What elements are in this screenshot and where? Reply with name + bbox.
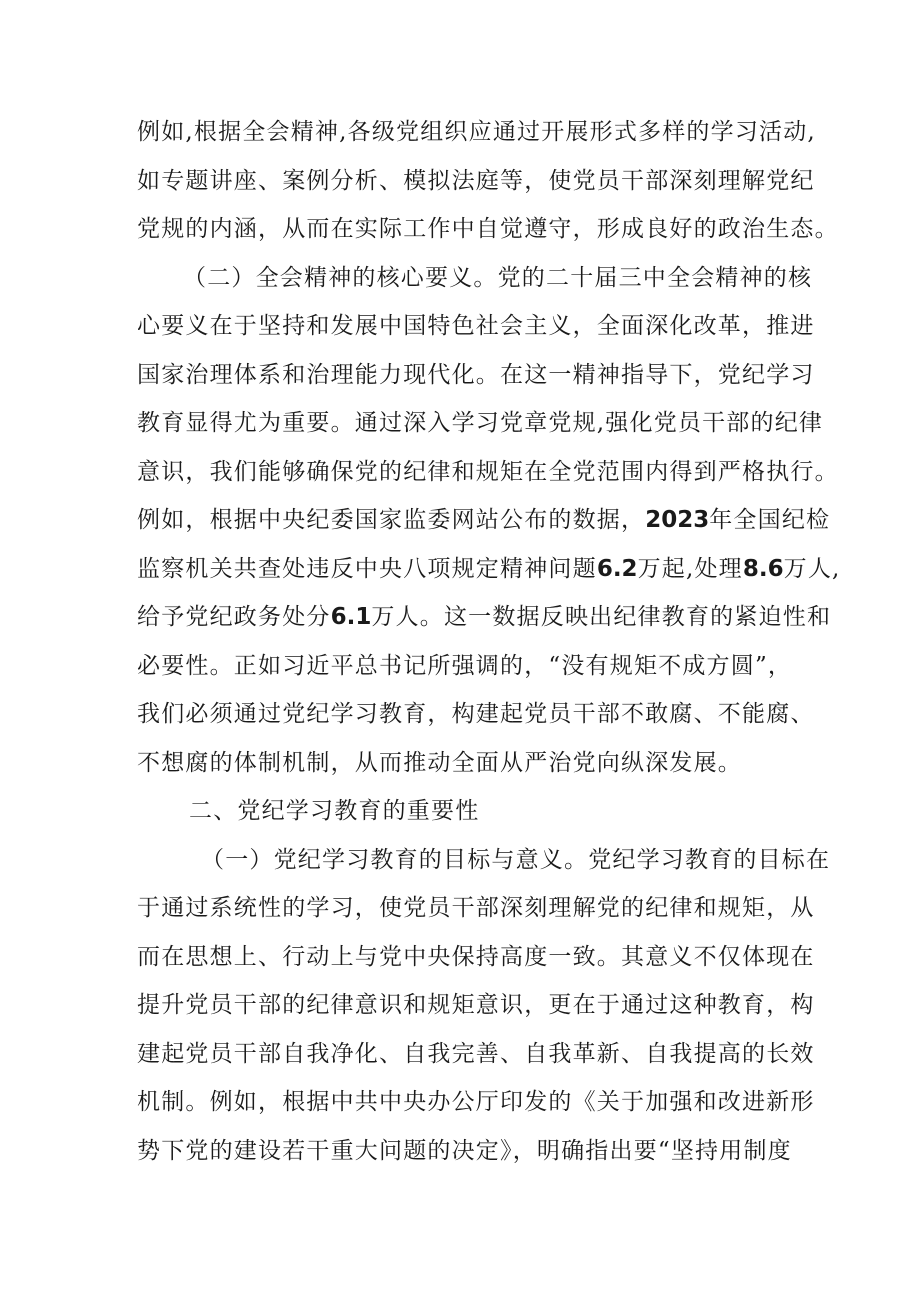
text-run: 给予党纪政务处分 bbox=[137, 604, 331, 630]
paragraph-2-line-3: 国家治理体系和治理能力现代化。在这一精神指导下，党纪学习 bbox=[137, 361, 815, 388]
paragraph-3-line-2: 于通过系统性的学习，使党员干部深刻理解党的纪律和规矩，从 bbox=[137, 895, 815, 921]
paragraph-2-line-8 bbox=[137, 593, 832, 642]
paragraph-3-line-5: 建起党员干部自我净化、自我完善、自我革新、自我提高的长效 bbox=[137, 1040, 815, 1067]
paragraph-1-line-3: 党规的内涵，从而在实际工作中自觉遵守，形成良好的政治生态。 bbox=[137, 216, 839, 242]
paragraph-3-line-3: 而在思想上、行动上与党中央保持高度一致。其意义不仅体现在 bbox=[137, 943, 815, 970]
text-run: 万起,处理 bbox=[637, 555, 743, 582]
paragraph-2-line-2: 心要义在于坚持和发展中国特色社会主义，全面深化改革，推进 bbox=[137, 313, 815, 339]
document-body bbox=[137, 108, 841, 1175]
paragraph-2-line-7 bbox=[137, 545, 841, 594]
paragraph-3-line-4: 提升党员干部的纪律意识和规矩意识，更在于通过这种教育，构 bbox=[137, 992, 815, 1018]
text-run: 年全国纪检 bbox=[709, 507, 831, 533]
paragraph-2-line-6 bbox=[137, 496, 831, 545]
paragraph-2-line-10: 我们必须通过党纪学习教育，构建起党员干部不敢腐、不能腐、 bbox=[137, 701, 815, 727]
paragraph-3-line-6: 机制。例如，根据中共中央办公厅印发的《关于加强和改进新形 bbox=[137, 1089, 815, 1115]
text-run: 监察机关共查处违反中央八项规定精神问题 bbox=[137, 555, 597, 582]
number-punished: 6.1 bbox=[330, 604, 372, 630]
paragraph-1-line-2: 如专题讲座、案例分析、模拟法庭等，使党员干部深刻理解党纪 bbox=[137, 167, 815, 194]
number-cases: 6.2 bbox=[596, 555, 638, 582]
number-people: 8.6 bbox=[742, 555, 784, 582]
number-year: 2023 bbox=[645, 507, 710, 533]
paragraph-2-line-11: 不想腐的体制机制，从而推动全面从严治党向纵深发展。 bbox=[137, 749, 742, 776]
paragraph-1-line-1: 例如,根据全会精神,各级党组织应通过开展形式多样的学习活动, bbox=[137, 119, 816, 145]
paragraph-3-line-1: （一）党纪学习教育的目标与意义。党纪学习教育的目标在 bbox=[201, 846, 831, 873]
paragraph-2-line-5: 意识，我们能够确保党的纪律和规矩在全党范围内得到严格执行。 bbox=[137, 458, 839, 485]
section-heading: 二、党纪学习教育的重要性 bbox=[189, 798, 480, 824]
text-run: 例如，根据中央纪委国家监委网站公布的数据， bbox=[137, 507, 646, 533]
paragraph-2-line-1: （二）全会精神的核心要义。党的二十届三中全会精神的核 bbox=[183, 264, 813, 291]
text-run: 万人。这一数据反映出纪律教育的紧迫性和 bbox=[371, 604, 832, 630]
text-run: 万人, bbox=[783, 555, 841, 582]
paragraph-2-line-4: 教育显得尤为重要。通过深入学习党章党规,强化党员干部的纪律 bbox=[137, 410, 824, 436]
paragraph-3-line-7: 势下党的建设若干重大问题的决定》，明确指出要“坚持用制度 bbox=[137, 1137, 792, 1164]
paragraph-2-line-9: 必要性。正如习近平总书记所强调的，“没有规矩不成方圆”， bbox=[137, 652, 793, 679]
